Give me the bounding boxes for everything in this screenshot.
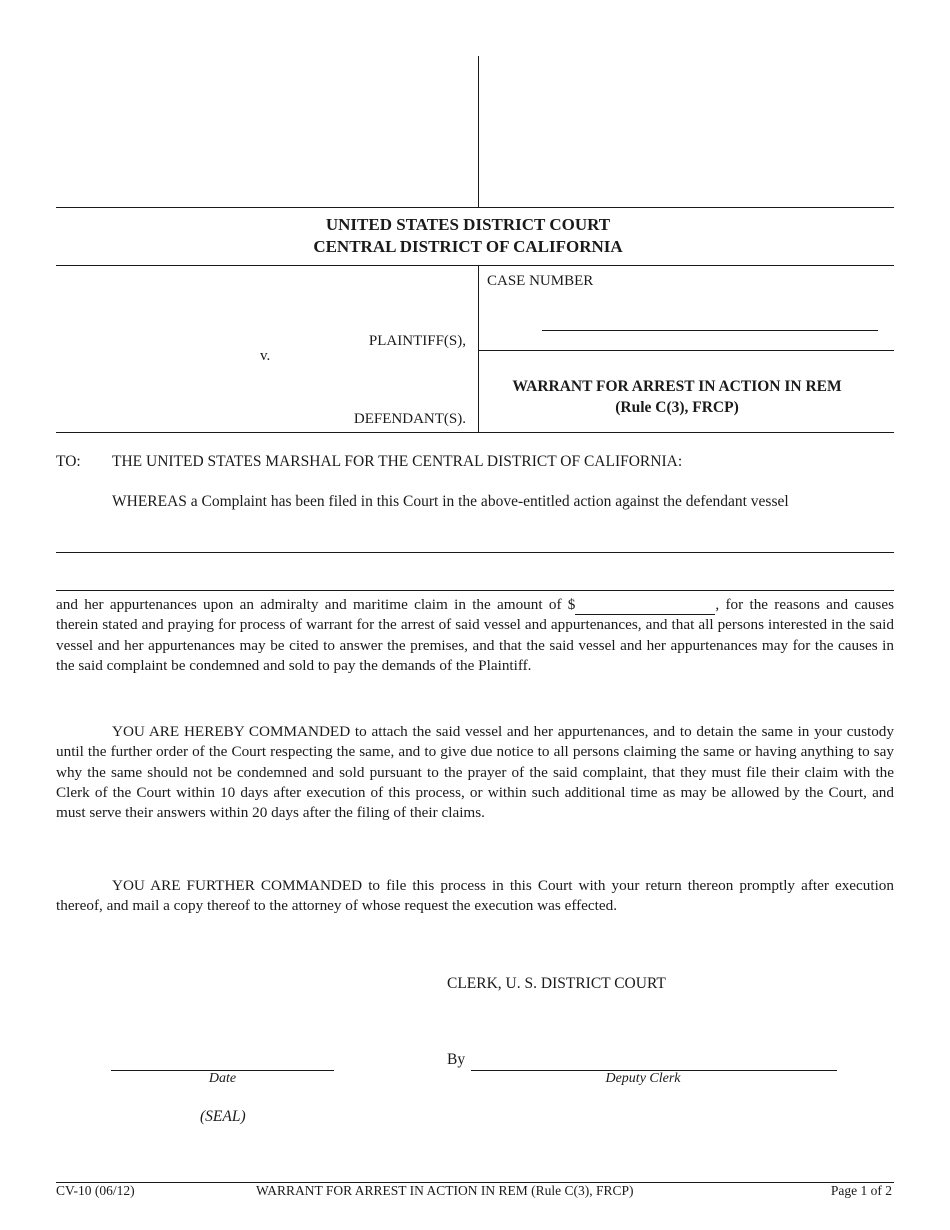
deputy-clerk-label: Deputy Clerk (605, 1071, 681, 1086)
header-divider (478, 56, 479, 208)
versus-label: v. (260, 348, 271, 364)
court-district: CENTRAL DISTRICT OF CALIFORNIA (313, 237, 623, 256)
further-commanded-paragraph: YOU ARE FURTHER COMMANDED to file this process in this Court with your return thereon promptly after execution thereof, and mail a copy thereof to the attorney of whose request the execution was effected. (56, 877, 894, 915)
footer-page: Page 1 of 2 (830, 1183, 892, 1198)
caption-top-rule (56, 265, 894, 266)
claim-text-start: and her appurtenances upon an admiralty and maritime claim in the amount of $ (56, 596, 576, 613)
form-title-line1: WARRANT FOR ARREST IN ACTION IN REM (512, 378, 842, 395)
seal-label: (SEAL) (200, 1108, 246, 1125)
vessel-line-1 (56, 552, 894, 553)
footer-form-id: CV-10 (06/12) (56, 1183, 135, 1198)
form-title-line2: (Rule C(3), FRCP) (615, 399, 739, 416)
claim-paragraph (56, 595, 894, 676)
clerk-label: CLERK, U. S. DISTRICT COURT (447, 975, 666, 992)
plaintiff-label: PLAINTIFF(S), (368, 333, 466, 349)
date-input[interactable] (111, 1050, 334, 1068)
vessel-name-input-2[interactable] (56, 570, 894, 588)
to-text: THE UNITED STATES MARSHAL FOR THE CENTRAL DISTRICT OF CALIFORNIA: (112, 453, 683, 470)
footer-title: WARRANT FOR ARREST IN ACTION IN REM (Rule C(3), FRCP) (256, 1183, 634, 1198)
claim-text-rest: , for the reasons and causes therein stated and praying for process of warrant for the arrest of said vessel and appurtenances, and that all persons interested in the said vessel and her appurtenances may be cited to answer the premises, and that the said vessel and her appurtenances may for the causes in the said complaint be condemned and sold to pay the demands of the Plaintiff. (56, 596, 894, 674)
title-top-rule (479, 350, 894, 351)
date-label: Date (208, 1071, 237, 1086)
whereas-text: WHEREAS a Complaint has been filed in this Court in the above-entitled action against the defendant vessel (112, 493, 789, 510)
case-number-label: CASE NUMBER (487, 273, 594, 289)
by-label: By (447, 1051, 466, 1068)
caption-divider (478, 265, 479, 433)
deputy-clerk-input[interactable] (471, 1050, 837, 1068)
case-number-underline (542, 330, 878, 331)
court-name: UNITED STATES DISTRICT COURT (325, 215, 611, 234)
commanded-paragraph: YOU ARE HEREBY COMMANDED to attach the said vessel and her appurtenances, and to detain the same in your custody until the further order of the Court respecting the same, and to give due notice to all persons claiming the same or having anything to say why the same should not be condemned and sold pursuant to the prayer of the said complaint, that they must file their claim with the Clerk of the Court within 10 days after execution of this process, or within such additional time as may be allowed by the Court, and must serve their answers within 20 days after the filing of their claims. (56, 723, 894, 822)
to-label: TO: (56, 453, 81, 470)
vessel-name-input-1[interactable] (56, 532, 894, 550)
caption-bottom-rule (56, 432, 894, 433)
court-heading (56, 214, 880, 258)
defendant-label: DEFENDANT(S). (353, 411, 466, 427)
form-title (480, 376, 874, 418)
vessel-line-2 (56, 590, 894, 591)
amount-input[interactable] (575, 598, 715, 615)
court-top-rule (56, 207, 894, 208)
case-number-input[interactable] (542, 312, 878, 330)
